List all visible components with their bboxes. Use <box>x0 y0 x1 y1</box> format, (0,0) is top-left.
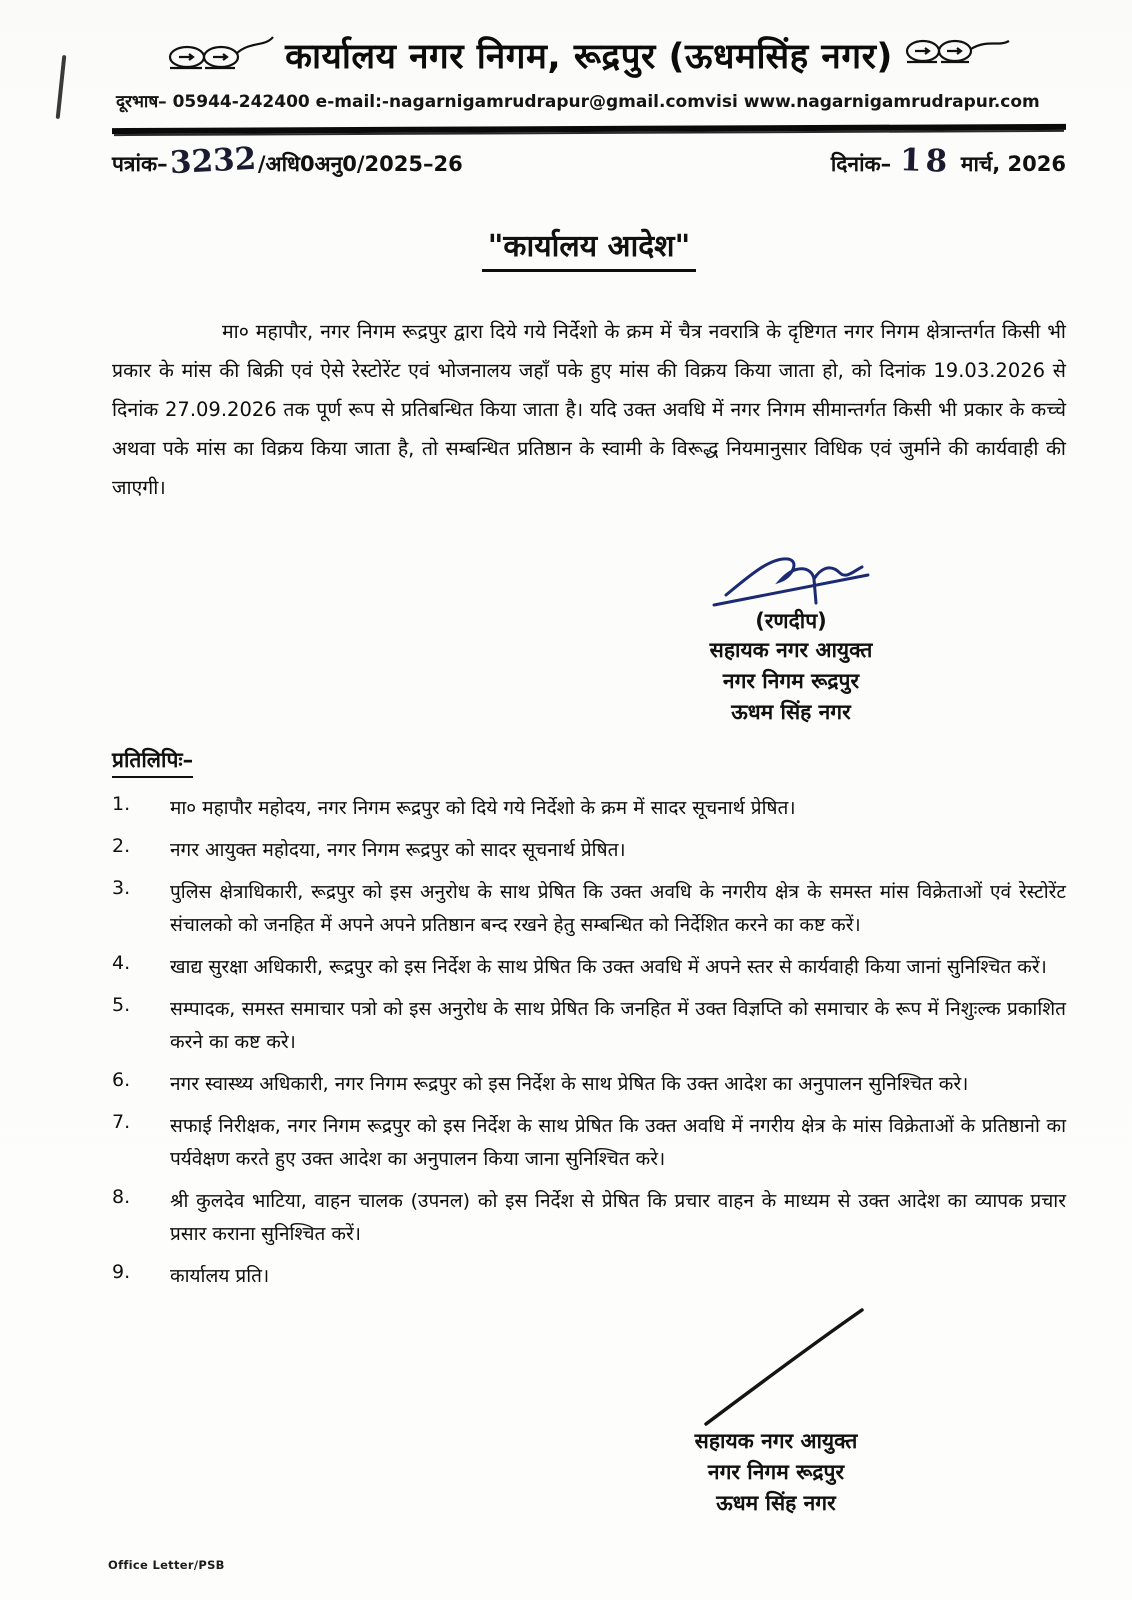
ornament-left-icon <box>165 33 275 79</box>
signer-designation: सहायक नगर आयुक्त <box>694 1429 858 1453</box>
list-item <box>112 1110 1066 1176</box>
item-text: कार्यालय प्रति। <box>170 1265 270 1287</box>
footer-note: Office Letter/PSB <box>108 1558 225 1572</box>
item-text: पुलिस क्षेत्राधिकारी, रूद्रपुर को इस अनुरोध के साथ प्रेषित कि उक्त अवधि के नगरीय क्षेत्र के समस्त मांस विक्रेताओं एवं रेस्टोरेंट संचालको को जनहित में अपने अपने प्रतिष्ठान बन्द रखने हेतु सम्बन्धित को निर्देशित करने का कष्ट करें। <box>170 881 1066 936</box>
list-item <box>112 1260 1066 1293</box>
list-item <box>112 792 1066 825</box>
copies-section <box>112 746 1066 1293</box>
order-title: "कार्यालय आदेश" <box>482 224 696 272</box>
signer-org: नगर निगम रूद्रपुर <box>722 669 860 693</box>
item-number: 3. <box>112 877 131 899</box>
item-number: 7. <box>112 1111 131 1133</box>
list-item <box>112 834 1066 867</box>
item-number: 6. <box>112 1069 131 1091</box>
copies-list <box>112 792 1066 1293</box>
item-text: सम्पादक, समस्त समाचार पत्रो को इस अनुरोध के साथ प्रेषित कि जनहित में उक्त विज्ञप्ति को समाचार के रूप में निशुःल्क प्रकाशित करने का कष्ट करे। <box>170 998 1066 1053</box>
signer-org: नगर निगम रूद्रपुर <box>707 1460 845 1484</box>
item-number: 4. <box>112 952 131 974</box>
letter-number <box>112 140 463 182</box>
list-item <box>112 1185 1066 1251</box>
letter-date-label: दिनांक– <box>830 152 892 176</box>
list-item <box>112 993 1066 1059</box>
item-number: 9. <box>112 1261 131 1283</box>
list-item <box>112 951 1066 984</box>
list-item <box>112 1068 1066 1101</box>
item-text: नगर स्वास्थ्य अधिकारी, नगर निगम रूद्रपुर को इस निर्देश के साथ प्रेषित कि उक्त आदेश का अनुपालन सुनिश्चित करे। <box>170 1073 969 1095</box>
copies-heading: प्रतिलिपिः– <box>112 746 193 778</box>
item-text: श्री कुलदेव भाटिया, वाहन चालक (उपनल) को इस निर्देश से प्रेषित कि प्रचार वाहन के माध्यम से उक्त आदेश का व्यापक प्रचार प्रसार कराना सुनिश्चित करें। <box>170 1190 1066 1245</box>
order-body-paragraph: मा० महापौर, नगर निगम रूद्रपुर द्वारा दिये गये निर्देशो के क्रम में चैत्र नवरात्रि के दृष्टिगत नगर निगम क्षेत्रान्तर्गत किसी भी प्रकार के मांस की बिक्री एवं ऐसे रेस्टोरेंट एवं भोजनालय जहाँ पके हुए मांस की विक्रय किया जाता हो, को दिनांक 19.03.2026 से दिनांक 27.09.2026 तक पूर्ण रूप से प्रतिबन्धित किया जाता है। यदि उक्त अवधि में नगर निगम सीमान्तर्गत किसी भी प्रकार के कच्चे अथवा पके मांस का विक्रय किया जाता है, तो सम्बन्धित प्रतिष्ठान के स्वामी के विरूद्ध नियमानुसार विधिक एवं जुर्माने की कार्यवाही की जाएगी। <box>112 320 1066 499</box>
item-text: नगर आयुक्त महोदया, नगर निगम रूद्रपुर को सादर सूचनार्थ प्रेषित। <box>170 839 626 861</box>
letter-date-rest: मार्च, 2026 <box>960 152 1066 176</box>
item-number: 2. <box>112 835 131 857</box>
item-number: 1. <box>112 793 131 815</box>
contact-line: दूरभाष– 05944-242400 e-mail:-nagarnigamrudrapur@gmail.comvisi www.nagarnigamrudrapur.com <box>116 92 1040 112</box>
ornament-right-icon <box>903 33 1013 79</box>
signer-name: (रणदीप) <box>755 609 827 633</box>
signer-district: ऊधम सिंह नगर <box>731 700 851 724</box>
letterhead <box>112 32 1066 79</box>
letter-number-handwritten: 3232 <box>168 140 257 182</box>
item-number: 5. <box>112 994 131 1016</box>
org-title: कार्यालय नगर निगम, रूद्रपुर (ऊधमसिंह नगर) <box>285 37 893 77</box>
signature-stroke-icon <box>666 1302 886 1432</box>
letter-date <box>830 142 1066 180</box>
item-text: सफाई निरीक्षक, नगर निगम रूद्रपुर को इस निर्देश के साथ प्रेषित कि उक्त अवधि में नगरीय क्षेत्र के मांस विक्रेताओं के प्रतिष्ठानो का पर्यवेक्षण करते हुए उक्त आदेश का अनुपालन किया जाना सुनिश्चित करे। <box>170 1115 1066 1170</box>
header-divider <box>112 124 1066 134</box>
letter-date-handwritten: 18 <box>899 142 953 180</box>
item-number: 8. <box>112 1186 131 1208</box>
list-item <box>112 876 1066 942</box>
signature-block-top <box>626 547 956 728</box>
letter-number-label: पत्रांक– <box>112 152 168 176</box>
letter-number-rest: /अधि0अनु0/2025–26 <box>257 152 463 176</box>
signer-district: ऊधम सिंह नगर <box>716 1491 836 1515</box>
signer-designation: सहायक नगर आयुक्त <box>709 638 873 662</box>
item-text: खाद्य सुरक्षा अधिकारी, रूद्रपुर को इस निर्देश के साथ प्रेषित कि उक्त अवधि में अपने स्तर से कार्यवाही किया जानां सुनिश्चित करें। <box>170 956 1047 978</box>
reference-row <box>112 140 1066 182</box>
signature-block-bottom <box>606 1302 946 1519</box>
item-text: मा० महापौर महोदय, नगर निगम रूद्रपुर को दिये गये निर्देशो के क्रम में सादर सूचनार्थ प्रेषित। <box>170 797 796 819</box>
